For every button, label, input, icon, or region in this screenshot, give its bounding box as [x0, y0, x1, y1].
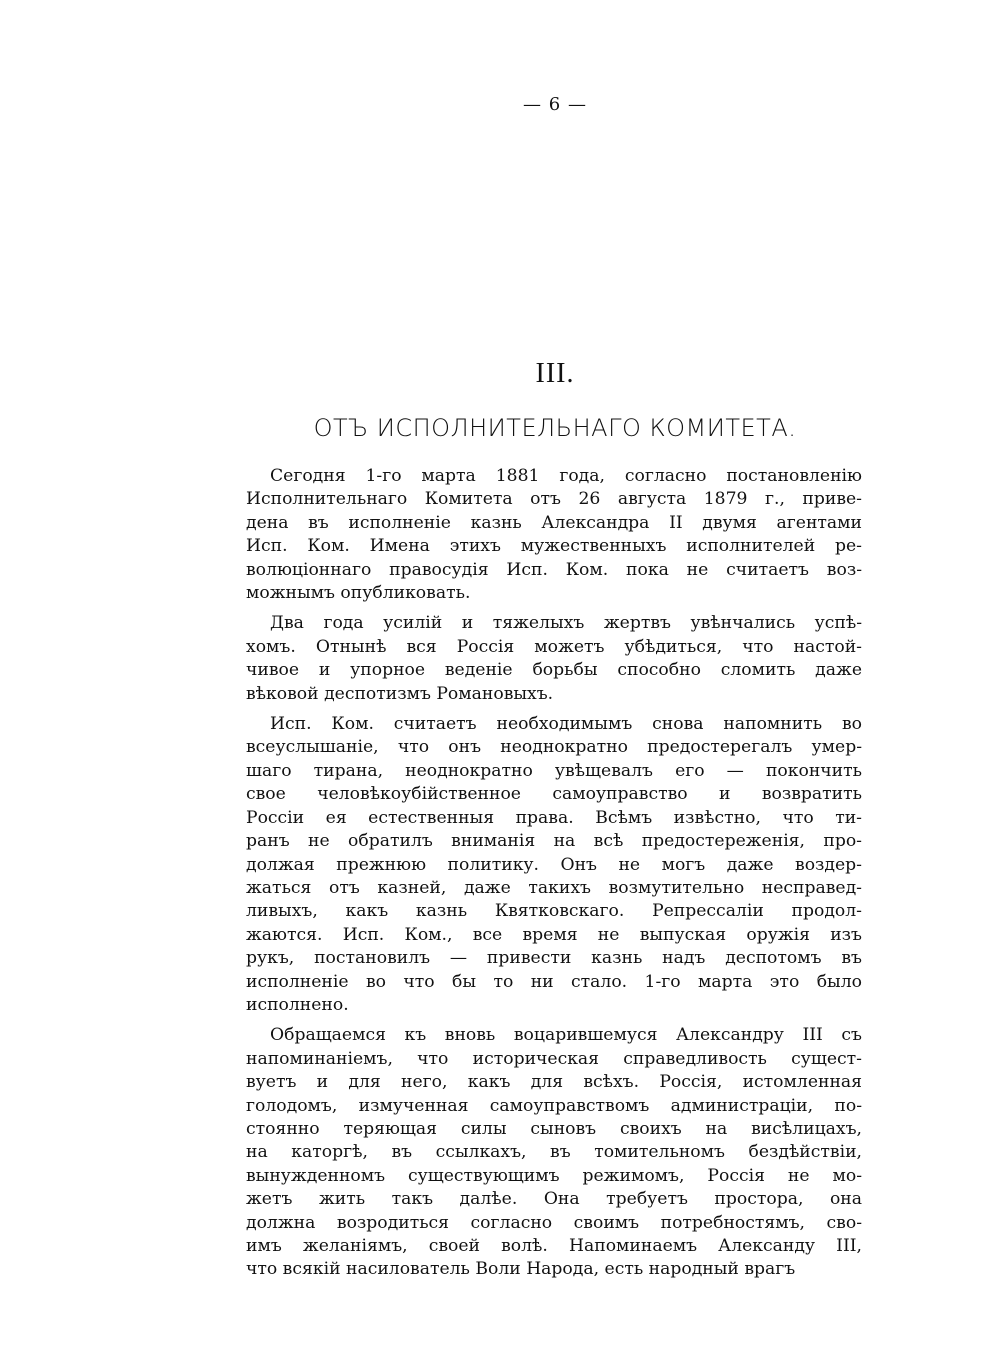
text-line: имъ желаніямъ, своей волѣ. Напоминаемъ Александу III,	[246, 1236, 862, 1256]
text-line: должна возродиться согласно своимъ потребностямъ, сво-	[246, 1212, 862, 1233]
text-line: рукъ, постановилъ — привести казнь надъ деспотомъ въ	[246, 948, 862, 969]
text-line: вынужденномъ существующимъ режимомъ, Россія не мо-	[246, 1165, 862, 1186]
text-line: можнымъ опубликовать.	[246, 583, 471, 604]
text-line: Исполнительнаго Комитета отъ 26 августа 1879 г., приве-	[246, 489, 862, 510]
text-line: на каторгѣ, въ ссылкахъ, въ томительномъ бездѣйствіи,	[246, 1142, 862, 1163]
paragraph-3	[246, 713, 862, 1017]
text-line: жаться отъ казней, даже такихъ возмутительно несправед-	[246, 877, 862, 898]
text-line: шаго тирана, неоднократно увѣщевалъ его — покончить	[246, 760, 862, 781]
text-line: что всякій насилователь Воли Народа, есть народный врагъ	[246, 1259, 796, 1280]
text-line: Два года усилій и тяжелыхъ жертвъ увѣнчались успѣ-	[270, 613, 862, 634]
text-line: ранъ не обратилъ вниманія на всѣ предостереженія, про-	[246, 831, 862, 852]
text-line: ливыхъ, какъ казнь Квятковскаго. Репрессаліи продол-	[246, 901, 862, 922]
text-line: волюціоннаго правосудія Исп. Ком. пока не считаетъ воз-	[246, 559, 862, 580]
text-line: голодомъ, измученная самоуправствомъ администраціи, по-	[246, 1095, 862, 1116]
paragraph-4	[246, 1024, 862, 1281]
text-line: должая прежнюю политику. Онъ не могъ даже воздер-	[246, 854, 862, 875]
text-line: хомъ. Отнынѣ вся Россія можетъ убѣдиться, что настой-	[246, 636, 862, 657]
section-title: ОТЪ ИСПОЛНИТЕЛЬНАГО КОМИТЕТА.	[313, 414, 797, 442]
text-line: дена въ исполненіе казнь Александра II двумя агентами	[246, 512, 862, 533]
text-line: Исп. Ком. Имена этихъ мужественныхъ исполнителей ре-	[246, 536, 862, 557]
text-line: жетъ жить такъ далѣе. Она требуетъ простора, она	[246, 1189, 862, 1210]
text-line: свое человѣкоубійственное самоуправство и возвратить	[246, 784, 862, 805]
text-line: всеуслышаніе, что онъ неоднократно предостерегалъ умер-	[246, 737, 862, 758]
text-line: Исп. Ком. считаетъ необходимымъ снова напомнить во	[270, 714, 862, 735]
text-line: чивое и упорное веденіе борьбы способно сломить даже	[246, 660, 862, 681]
paragraph-2	[246, 612, 862, 706]
text-line: вуетъ и для него, какъ для всѣхъ. Россія, истомленная	[246, 1072, 862, 1093]
section-number: III.	[535, 358, 575, 389]
page-number: — 6 —	[523, 94, 587, 115]
body-text	[246, 465, 862, 1289]
text-line: стоянно теряющая силы сыновъ своихъ на висѣлицахъ,	[246, 1118, 862, 1139]
text-line: Сегодня 1-го марта 1881 года, согласно постановленію	[270, 466, 862, 486]
text-line: исполненіе во что бы то ни стало. 1-го марта это было	[246, 971, 862, 992]
text-line: напоминаніемъ, что историческая справедливость сущест-	[246, 1048, 862, 1069]
text-line: Россіи ея естественныя права. Всѣмъ извѣстно, что ти-	[246, 807, 862, 828]
text-line: жаются. Исп. Ком., все время не выпуская оружія изъ	[246, 924, 862, 945]
paragraph-1	[246, 465, 862, 605]
text-line: Обращаемся къ вновь воцарившемуся Александру III съ	[270, 1025, 862, 1046]
text-line: исполнено.	[246, 994, 349, 1015]
text-line: вѣковой деспотизмъ Романовыхъ.	[246, 683, 554, 704]
